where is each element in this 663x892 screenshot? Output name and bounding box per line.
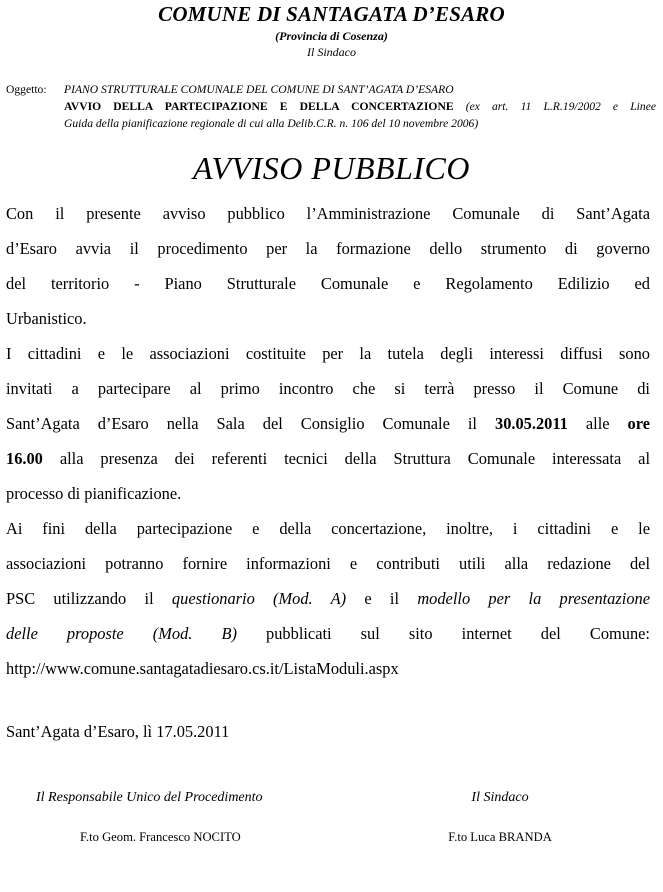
psc-text: PSC utilizzando il — [6, 589, 154, 608]
place-date: Sant’Agata d’Esaro, lì 17.05.2011 — [6, 722, 230, 741]
subject-line-3: Guida della pianificazione regionale di cui alla Delib.C.R. n. 106 del 10 novembre 2006) — [64, 117, 479, 130]
paragraph-1 — [6, 196, 650, 336]
presence-text: alla presenza dei referenti tecnici della Struttura Comunale interessata al — [59, 449, 650, 468]
paragraph-3-line-3 — [6, 581, 650, 616]
paragraph-1-line-3: del territorio - Piano Strutturale Comunale e Regolamento Edilizio ed — [6, 274, 650, 293]
municipality-title: COMUNE DI SANTAGATA D’ESARO — [158, 2, 505, 26]
rup-title: Il Responsabile Unico del Procedimento — [36, 790, 263, 805]
meeting-date: 30.05.2011 — [495, 414, 568, 433]
subject-bold-text: AVVIO DELLA PARTECIPAZIONE E DELLA CONCERTAZIONE — [64, 100, 454, 113]
proposals-ref: delle proposte (Mod. B) — [6, 624, 237, 643]
paragraph-1-line-2: d’Esaro avvia il procedimento per la formazione dello strumento di governo — [6, 239, 650, 258]
published-text: pubblicati sul sito internet del Comune: — [266, 624, 650, 643]
notice-title: AVVISO PUBBLICO — [193, 150, 470, 186]
province-subtitle: (Provincia di Cosenza) — [275, 29, 388, 43]
subject-label: Oggetto: — [6, 83, 47, 96]
paragraph-2-line-3 — [6, 406, 650, 441]
subject-body — [64, 81, 656, 132]
meeting-place-text: Sant’Agata d’Esaro nella Sala del Consiglio Comunale il — [6, 414, 477, 433]
mayor-title: Il Sindaco — [471, 790, 529, 805]
paragraph-3-line-1: Ai fini della partecipazione e della concertazione, inoltre, i cittadini e le — [6, 519, 650, 538]
paragraph-3-line-4 — [6, 616, 650, 651]
model-ref: modello per la presentazione — [417, 589, 650, 608]
ore-text: ore — [627, 414, 650, 433]
mayor-signature: F.to Luca BRANDA — [448, 830, 552, 844]
paragraph-3-line-2: associazioni potranno fornire informazioni e contributi utili alla redazione del — [6, 554, 650, 573]
subject-line-2 — [64, 98, 656, 115]
paragraph-3 — [6, 511, 650, 686]
alle-text: alle — [585, 414, 610, 433]
questionnaire-ref: questionario (Mod. A) — [171, 589, 347, 608]
paragraph-2-line-2: invitati a partecipare al primo incontro che si terrà presso il Comune di — [6, 379, 650, 398]
paragraph-2-line-1: I cittadini e le associazioni costituite per la tutela degli interessi diffusi sono — [6, 344, 650, 363]
subject-reference: (ex art. 11 L.R.19/2002 e Linee — [465, 100, 656, 113]
paragraph-2 — [6, 336, 650, 511]
rup-signature: F.to Geom. Francesco NOCITO — [80, 830, 241, 844]
paragraph-2-line-5: processo di pianificazione. — [6, 484, 182, 503]
paragraph-2-line-4 — [6, 441, 650, 476]
and-text: e il — [364, 589, 400, 608]
office-subtitle: Il Sindaco — [307, 45, 356, 59]
website-url: http://www.comune.santagatadiesaro.cs.it/ListaModuli.aspx — [6, 659, 399, 678]
paragraph-1-line-4: Urbanistico. — [6, 309, 87, 328]
paragraph-1-line-1: Con il presente avviso pubblico l’Amministrazione Comunale di Sant’Agata — [6, 204, 650, 223]
subject-line-1: PIANO STRUTTURALE COMUNALE DEL COMUNE DI SANT’AGATA D’ESARO — [64, 83, 454, 96]
meeting-time: 16.00 — [6, 449, 43, 468]
